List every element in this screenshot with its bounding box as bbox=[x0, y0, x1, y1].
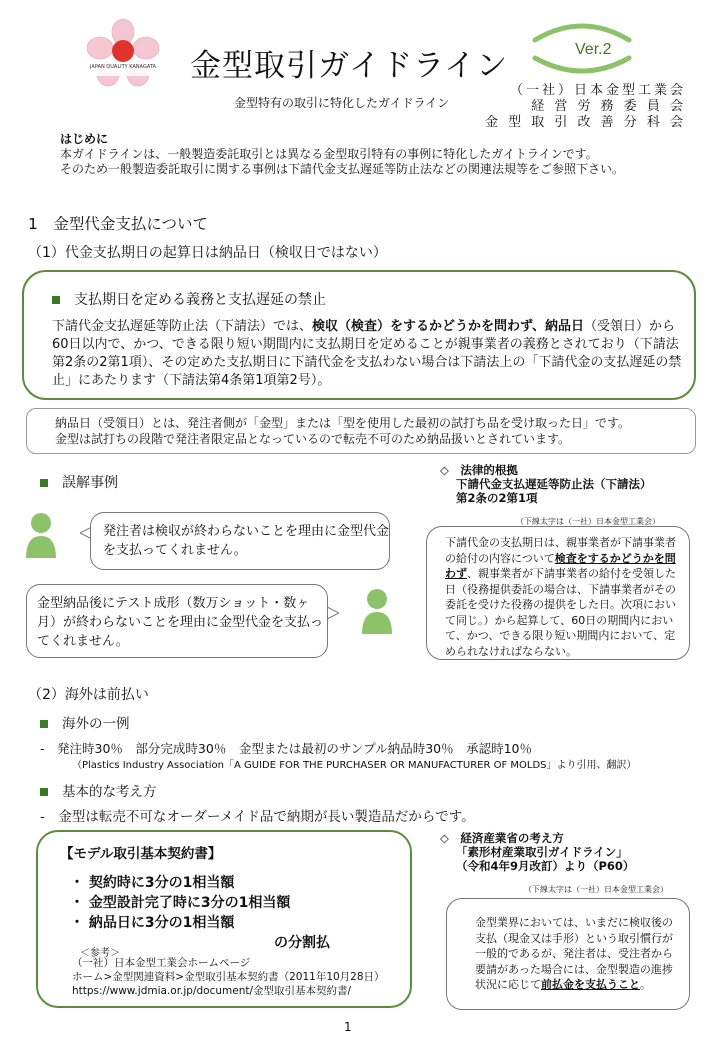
meti-heading bbox=[440, 831, 634, 873]
section1-title: 1 金型代金支払について bbox=[28, 215, 209, 233]
note-line: 金型は試打ちの段階で発注者限定品となっているので転売不可のため納品扱いとされています。 bbox=[55, 432, 571, 446]
version-badge bbox=[527, 18, 637, 78]
note-line: 納品日（受領日）とは、発注者側が「金型」または「型を使用した最初の試打ち品を受け取った日」です。 bbox=[55, 416, 631, 430]
model-item: ・ 契約時に3分の1相当額 bbox=[70, 875, 235, 891]
person-icon bbox=[360, 588, 394, 634]
legal-line: 下請代金支払遅延等防止法（下請法） bbox=[456, 477, 652, 491]
speech-bubble: 発注者は検収が終わらないことを理由に金型代金を支払ってくれません。 bbox=[90, 512, 390, 570]
jdmia-logo bbox=[84, 18, 162, 90]
org-line: （一社）日本金型工業会 bbox=[509, 83, 686, 98]
bubble-tail-icon bbox=[327, 606, 339, 620]
page-number: 1 bbox=[344, 1020, 352, 1034]
bullet-square-icon bbox=[40, 479, 48, 487]
basic-heading bbox=[40, 780, 157, 800]
source-link[interactable]: https://www.jdmia.or.jp/document/金型取引基本契約書/ bbox=[72, 985, 352, 997]
overseas-citation: （Plastics Industry Association「A GUIDE FOR THE PURCHASER OR MANUFACTURER OF MOLDS」より引用、翻訳） bbox=[72, 760, 637, 771]
model-ref-label: ＜参考＞ bbox=[80, 948, 120, 959]
overseas-heading-text: 海外の一例 bbox=[62, 716, 130, 732]
section2-title: （2）海外は前払い bbox=[28, 687, 149, 703]
meti-text: 。 bbox=[640, 978, 651, 991]
meti-text-bold: 前払金を支払うこと bbox=[541, 978, 640, 991]
meti-source-note: （下線太字は（一社）日本金型工業会） bbox=[524, 885, 668, 894]
overseas-heading bbox=[40, 712, 130, 732]
meti-heading-text: ◇ 経済産業省の考え方 bbox=[440, 831, 564, 845]
misunderstanding-heading-text: 誤解事例 bbox=[62, 475, 118, 491]
overseas-line: - 発注時30％ 部分完成時30％ 金型または最初のサンプル納品時30％ 承認時10％ bbox=[40, 741, 533, 756]
source-line: ホーム>金型関連資料>金型取引基本契約書（2011年10月28日） bbox=[72, 971, 385, 983]
bullet-square-icon bbox=[52, 296, 60, 304]
legal-source-note: （下線太字は（一社）日本金型工業会） bbox=[516, 517, 660, 526]
basic-line: - 金型は転売不可なオーダーメイド品で納期が長い製造品だからです。 bbox=[40, 809, 475, 825]
meti-box bbox=[446, 898, 690, 1010]
misunderstanding-heading bbox=[40, 472, 118, 492]
legal-text: 下請代金の支払期日は、親事業者が下請事業者の給付の内容について bbox=[445, 536, 676, 565]
basic-heading-text: 基本的な考え方 bbox=[62, 784, 157, 800]
source-line: （一社）日本金型工業会ホームページ bbox=[72, 957, 251, 969]
box-heading bbox=[52, 289, 326, 309]
bullet-square-icon bbox=[40, 788, 48, 796]
organization bbox=[485, 83, 686, 131]
page-subtitle: 金型特有の取引に特化したガイドライン bbox=[234, 96, 450, 110]
model-suffix: の分割払 bbox=[274, 935, 330, 951]
model-title: 【モデル取引基本契約書】 bbox=[60, 846, 222, 862]
meti-line: （令和4年9月改訂）より（P60） bbox=[456, 859, 635, 873]
meti-line: 「素形材産業取引ガイドライン」 bbox=[456, 845, 628, 859]
org-line: 経 営 労 務 委 員 会 bbox=[531, 99, 686, 114]
intro-line: そのため一般製造委託取引に関する事例は下請代金支払遅延等防止法などの関連法規等をご参照下さい。 bbox=[60, 162, 625, 176]
delivery-date-note bbox=[26, 408, 696, 454]
bullet-square-icon bbox=[40, 720, 48, 728]
section1-subtitle: （1）代金支払期日の起算日は納品日（検収日ではない） bbox=[28, 245, 387, 261]
intro-heading: はじめに bbox=[60, 132, 109, 146]
box-text: 下請代金支払遅延等防止法（下請法）では、 bbox=[52, 319, 313, 334]
legal-basis-box bbox=[426, 526, 690, 660]
legal-text: 、親事業者が下請事業者の給付を受領した日（役務提供委託の場合は、下請事業者がその委託を受けた役務の提供をした日。次項において同じ。）から起算して、60日の期間内において、かつ、できる限り短い期間内において、定められなければならない。 bbox=[445, 567, 676, 658]
intro-line: 本ガイドラインは、一般製造委託取引とは異なる金型取引特有の事例に特化したガイトラインです。 bbox=[60, 147, 598, 161]
box-text: （受領日）から60日以内で、かつ、できる限り短い期間内に支払期日を定めることが親事業者の義務とされており（下請法第2条の2第1項）、その定めた支払期日に下請代金を支払わない場合は下請法上の「下請代金の支払遅延の禁止」にあたります（下請法第4条第1項第2号）。 bbox=[52, 319, 682, 388]
model-source bbox=[72, 956, 385, 998]
logo-text: JAPAN QUALITY KANAGATA bbox=[90, 64, 156, 70]
legal-basis-heading bbox=[440, 463, 652, 505]
page-title: 金型取引ガイドライン bbox=[190, 48, 509, 84]
box-body bbox=[52, 318, 686, 390]
box-text-bold: 検収（検査）をするかどうかを問わず、納品日 bbox=[312, 319, 584, 334]
intro bbox=[60, 132, 624, 177]
org-line: 金 型 取 引 改 善 分 科 会 bbox=[484, 115, 686, 130]
version-text: Ver.2 bbox=[575, 41, 612, 58]
legal-line: 第2条の2第1項 bbox=[456, 491, 538, 505]
box-heading-text: 支払期日を定める義務と支払遅延の禁止 bbox=[74, 292, 326, 308]
person-icon bbox=[24, 512, 58, 558]
model-item: ・ 金型設計完了時に3分の1相当額 bbox=[70, 895, 291, 911]
meti-text: 金型業界においては、いまだに検収後の支払（現金又は手形）という取引慣行が一般的であるが、発注者は、受注者から要請があった場合には、金型製造の進捗状況に応じて bbox=[475, 916, 673, 991]
legal-text-bold: 検査をするかどうかを問わず bbox=[445, 551, 676, 580]
speech-bubble: 金型納品後にテスト成形（数万ショット・数ヶ月）が終わらないことを理由に金型代金を支払ってくれません。 bbox=[26, 584, 328, 658]
model-item: ・ 納品日に3分の1相当額 bbox=[70, 915, 235, 931]
legal-heading: ◇ 法律的根拠 bbox=[440, 463, 518, 477]
